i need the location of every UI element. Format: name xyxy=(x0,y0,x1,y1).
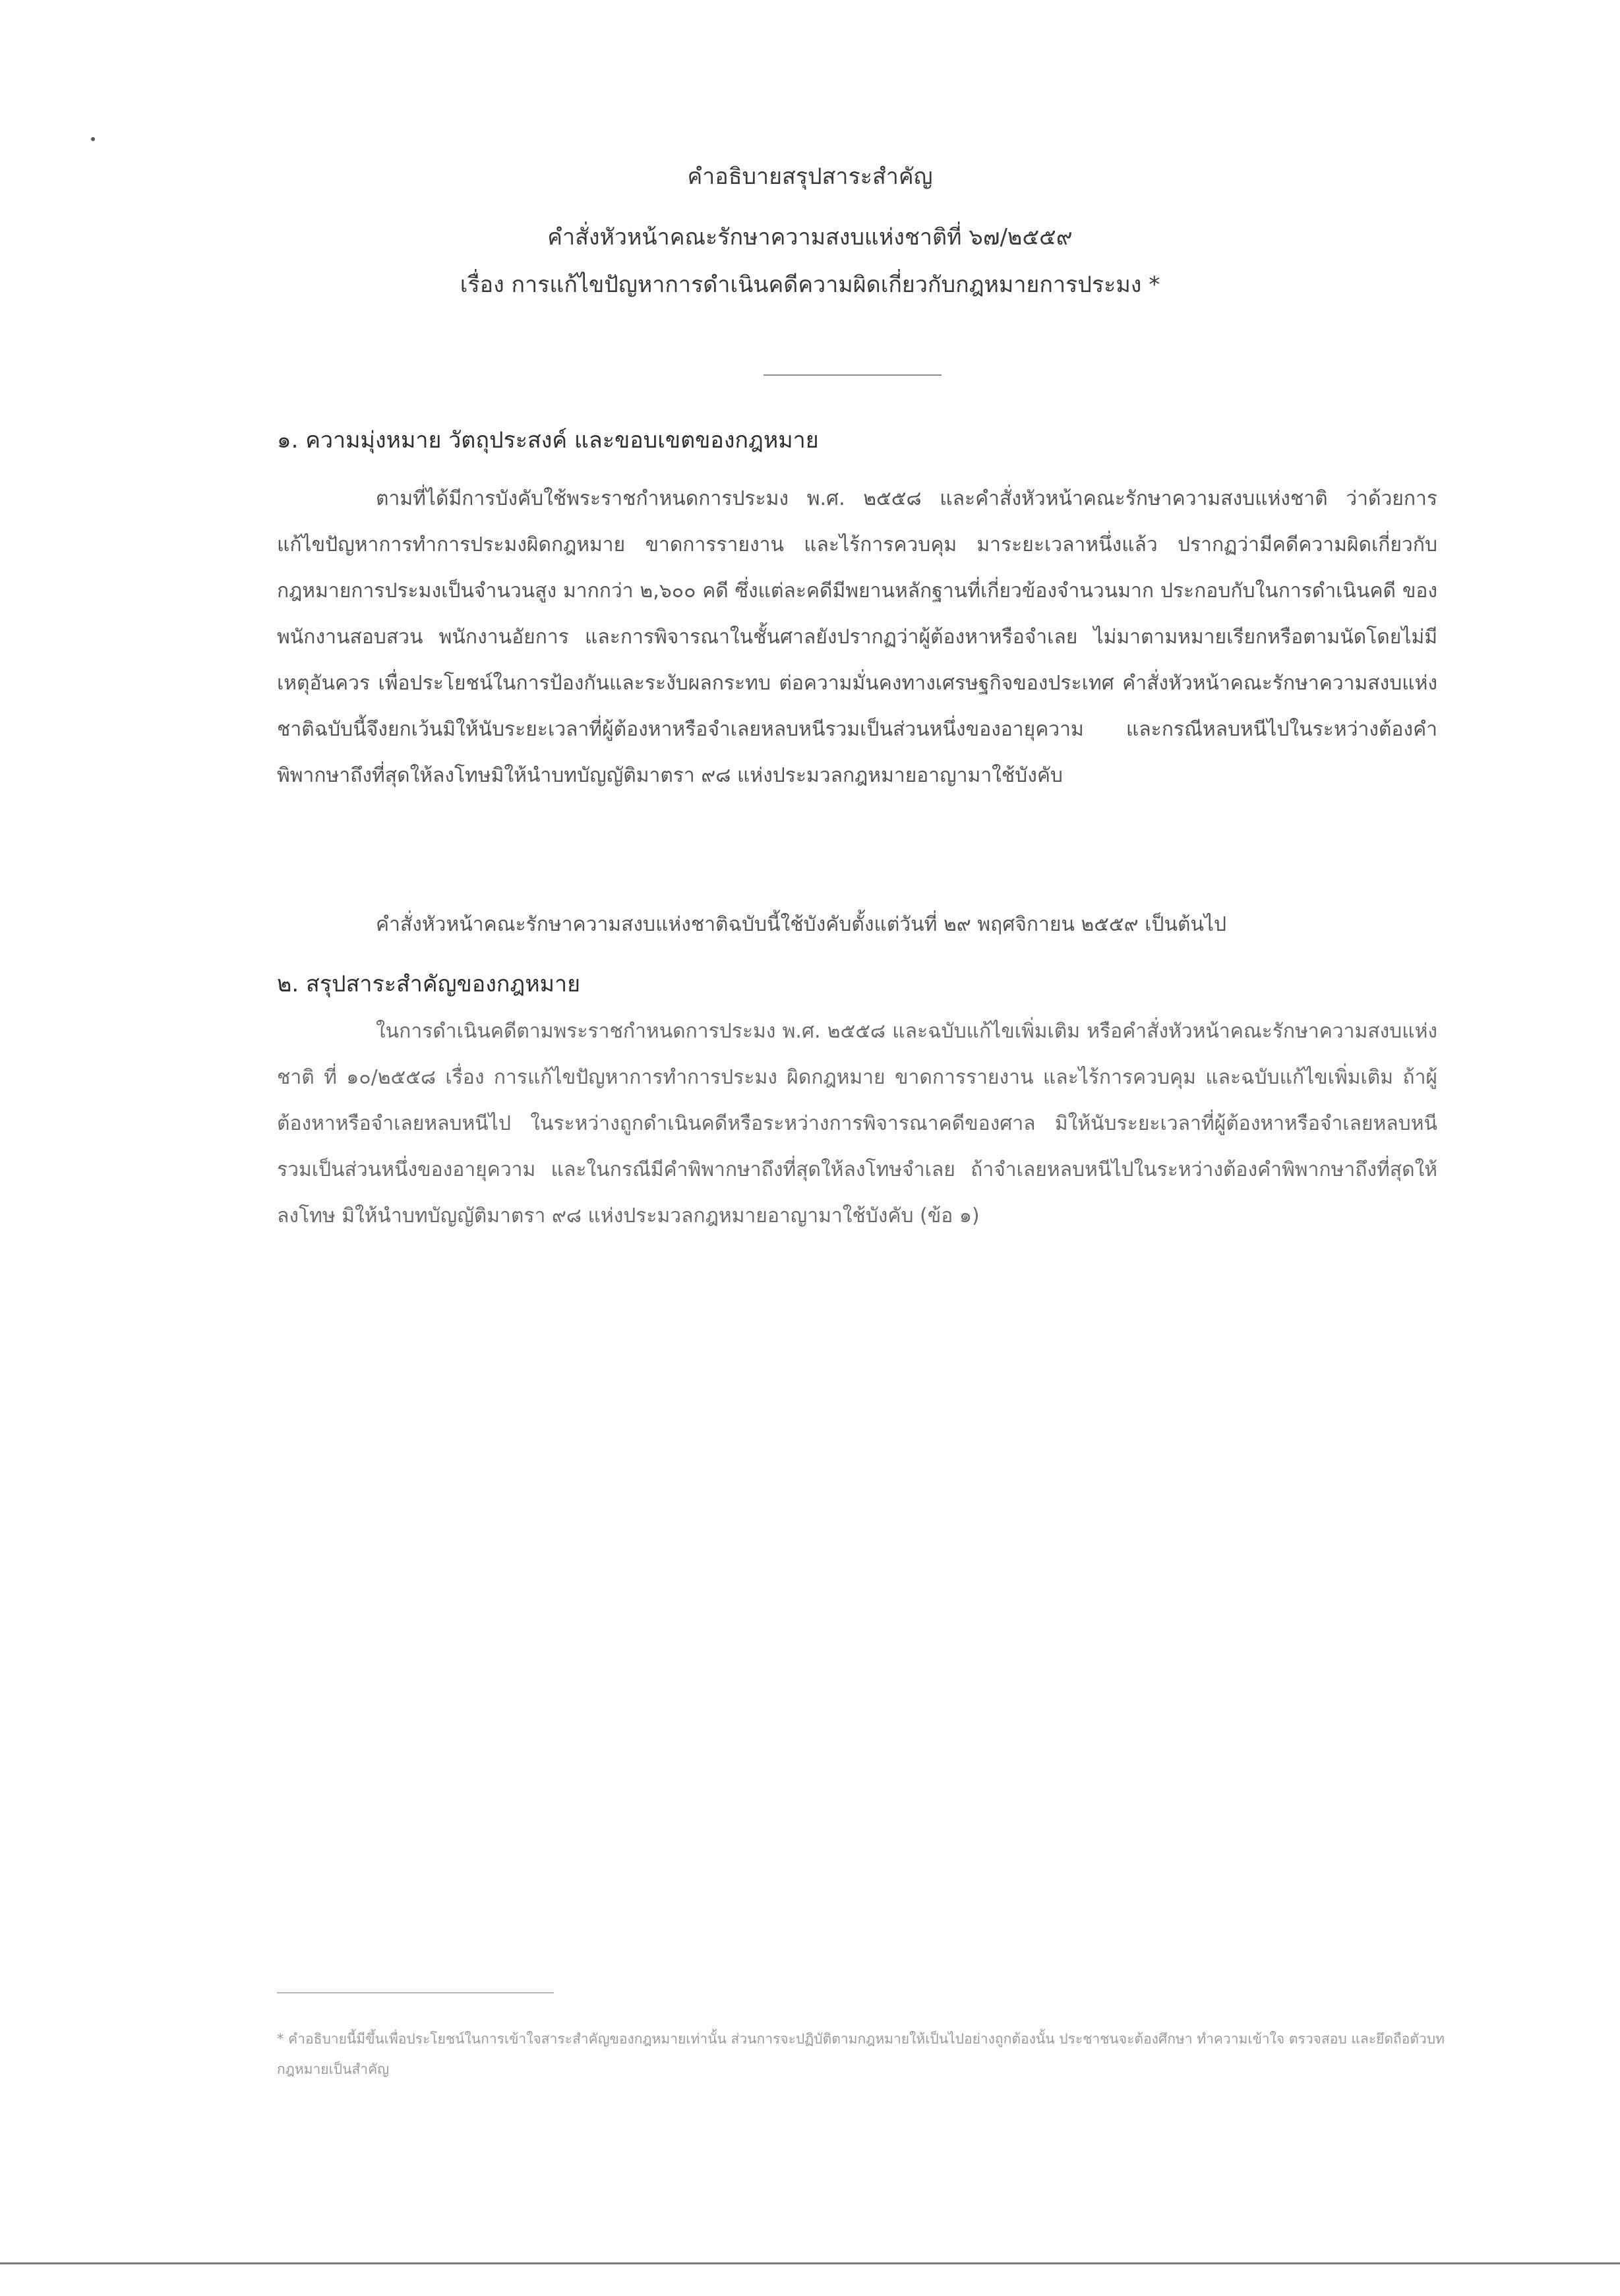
section-1-paragraph-1: ตามที่ได้มีการบังคับใช้พระราชกำหนดการประมง พ.ศ. ๒๕๕๘ และคำสั่งหัวหน้าคณะรักษาความสงบแห่งชาติ ว่าด้วยการแก้ไขปัญหาการทำการประมงผิดกฎหมาย ขาดการรายงาน และไร้การควบคุม มาระยะเวลาหนึ่งแล้ว ปรากฏว่ามีคดีความผิดเกี่ยวกับกฎหมายการประมงเป็นจำนวนสูง มากกว่า ๒,๖๐๐ คดี ซึ่งแต่ละคดีมีพยานหลักฐานที่เกี่ยวข้องจำนวนมาก ประกอบกับในการดำเนินคดี ของพนักงานสอบสวน พนักงานอัยการ และการพิจารณาในชั้นศาลยังปรากฏว่าผู้ต้องหาหรือจำเลย ไม่มาตามหมายเรียกหรือตามนัดโดยไม่มีเหตุอันควร เพื่อประโยชน์ในการป้องกันและระงับผลกระทบ ต่อความมั่นคงทางเศรษฐกิจของประเทศ คำสั่งหัวหน้าคณะรักษาความสงบแห่งชาติฉบับนี้จึงยกเว้นมิให้นับระยะเวลาที่ผู้ต้องหาหรือจำเลยหลบหนีรวมเป็นส่วนหนึ่งของอายุความ และกรณีหลบหนีไปในระหว่างต้องคำพิพากษาถึงที่สุดให้ลงโทษมิให้นำบทบัญญัติมาตรา ๙๘ แห่งประมวลกฎหมายอาญามาใช้บังคับ xyxy=(277,487,1437,787)
order-title: คำสั่งหัวหน้าคณะรักษาความสงบแห่งชาติที่ ๖๗/๒๕๕๙ xyxy=(547,224,1073,250)
section-2-paragraph-1: ในการดำเนินคดีตามพระราชกำหนดการประมง พ.ศ. ๒๕๕๘ และฉบับแก้ไขเพิ่มเติม หรือคำสั่งหัวหน้าคณะรักษาความสงบแห่งชาติ ที่ ๑๐/๒๕๕๘ เรื่อง การแก้ไขปัญหาการทำการประมง ผิดกฎหมาย ขาดการรายงาน และไร้การควบคุม และฉบับแก้ไขเพิ่มเติม ถ้าผู้ต้องหาหรือจำเลยหลบหนีไป ในระหว่างถูกดำเนินคดีหรือระหว่างการพิจารณาคดีของศาล มิให้นับระยะเวลาที่ผู้ต้องหาหรือจำเลยหลบหนีรวมเป็นส่วนหนึ่งของอายุความ และในกรณีมีคำพิพากษาถึงที่สุดให้ลงโทษจำเลย ถ้าจำเลยหลบหนีไปในระหว่างต้องคำพิพากษาถึงที่สุดให้ลงโทษ มิให้นำบทบัญญัติมาตรา ๙๘ แห่งประมวลกฎหมายอาญามาใช้บังคับ (ข้อ ๑) xyxy=(277,1020,1437,1227)
document-title: คำอธิบายสรุปสาระสำคัญ xyxy=(687,163,933,190)
scan-speck xyxy=(91,137,95,141)
header-divider xyxy=(764,374,942,376)
section-1-heading: ๑. ความมุ่งหมาย วัตถุประสงค์ และขอบเขตของกฎหมาย xyxy=(277,427,819,454)
footnote-divider xyxy=(277,1992,554,1993)
section-1-paragraph-2: คำสั่งหัวหน้าคณะรักษาความสงบแห่งชาติฉบับนี้ใช้บังคับตั้งแต่วันที่ ๒๙ พฤศจิกายน ๒๕๕๙ เป็นต้นไป xyxy=(376,913,1227,936)
page-bottom-edge xyxy=(0,2262,1620,2264)
section-2-heading: ๒. สรุปสาระสำคัญของกฎหมาย xyxy=(277,971,581,997)
order-subject: เรื่อง การแก้ไขปัญหาการดำเนินคดีความผิดเกี่ยวกับกฎหมายการประมง * xyxy=(460,272,1160,298)
footnote-text: * คำอธิบายนี้มีขึ้นเพื่อประโยชน์ในการเข้าใจสาระสำคัญของกฎหมายเท่านั้น ส่วนการจะปฏิบัติตามกฎหมายให้เป็นไปอย่างถูกต้องนั้น ประชาชนจะต้องศึกษา ทำความเข้าใจ ตรวจสอบ และยึดถือตัวบทกฎหมายเป็นสำคัญ xyxy=(277,2031,1445,2077)
